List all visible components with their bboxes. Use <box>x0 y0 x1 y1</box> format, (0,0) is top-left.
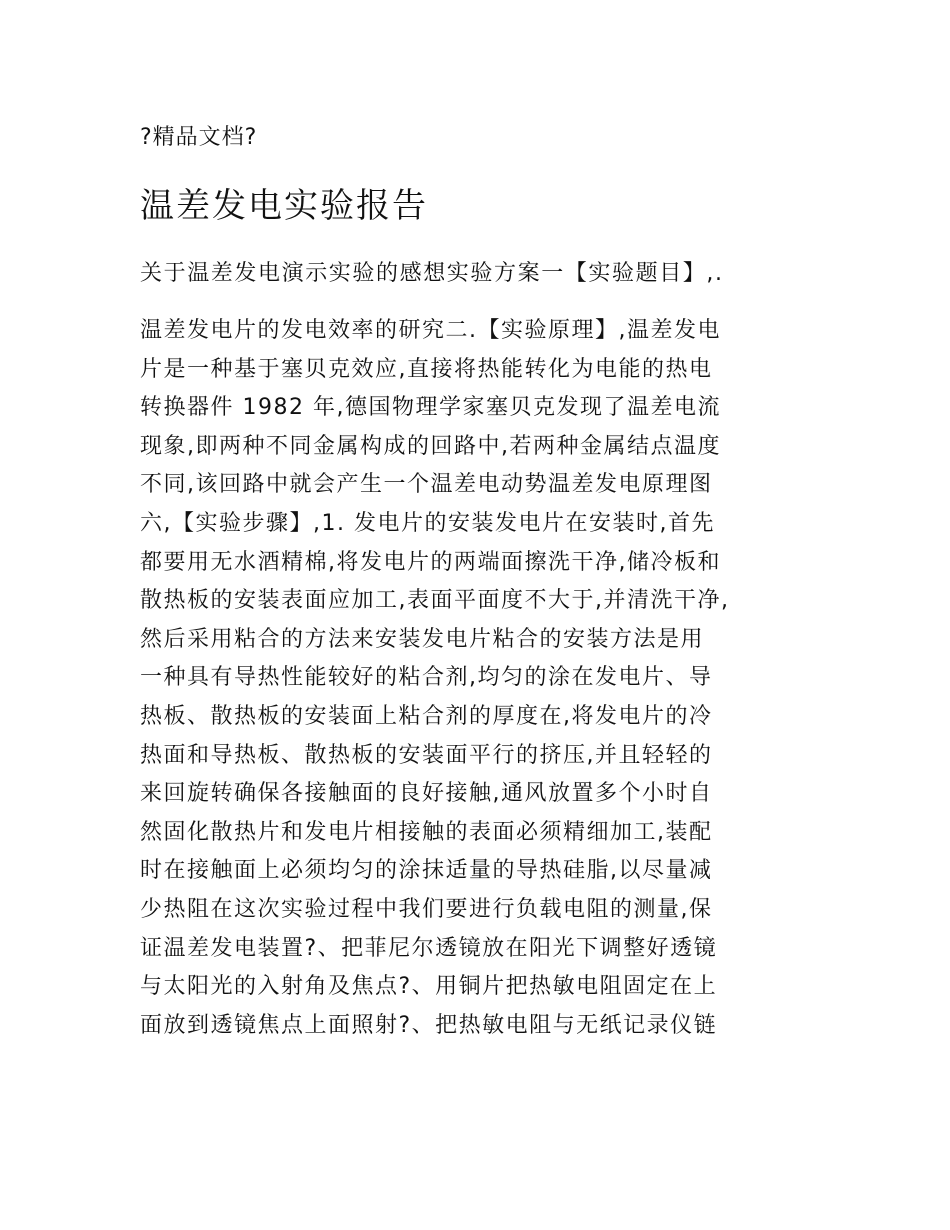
body-line: 温差发电片的发电效率的研究二.【实验原理】,温差发电 <box>140 318 721 343</box>
body-line: 热板、散热板的安装面上粘合剂的厚度在,将发电片的冷 <box>140 703 713 729</box>
body-line: 片是一种基于塞贝克效应,直接将热能转化为电能的热电 <box>140 356 713 382</box>
body-paragraph <box>140 312 820 1045</box>
body-line: 现象,即两种不同金属构成的回路中,若两种金属结点温度 <box>140 433 721 459</box>
body-line: 与太阳光的入射角及焦点?、用铜片把热敏电阻固定在上 <box>140 974 718 1000</box>
body-line: 时在接触面上必须均匀的涂抹适量的导热硅脂,以尽量减 <box>140 858 713 884</box>
body-line: 一种具有导热性能较好的粘合剂,均匀的涂在发电片、导 <box>140 665 713 691</box>
body-line: 来回旋转确保各接触面的良好接触,通风放置多个小时自 <box>140 781 713 807</box>
header-note: ?精品文档? <box>140 125 258 150</box>
body-line: 不同,该回路中就会产生一个温差电动势温差发电原理图 <box>140 472 713 498</box>
document-title: 温差发电实验报告 <box>140 186 428 226</box>
body-line: 少热阻在这次实验过程中我们要进行负载电阻的测量,保 <box>140 896 713 922</box>
body-line: 六,【实验步骤】,1. 发电片的安装发电片在安装时,首先 <box>140 510 715 536</box>
body-line: 然后采用粘合的方法来安装发电片粘合的安装方法是用 <box>140 626 705 652</box>
body-line: 然固化散热片和发电片相接触的表面必须精细加工,装配 <box>140 819 713 845</box>
body-line: 都要用无水酒精棉,将发电片的两端面擦洗干净,储冷板和 <box>140 549 721 575</box>
body-line: 转换器件 1982 年,德国物理学家塞贝克发现了温差电流 <box>140 395 721 421</box>
body-line: 面放到透镜焦点上面照射?、把热敏电阻与无纸记录仪链 <box>140 1012 718 1038</box>
intro-paragraph: 关于温差发电演示实验的感想实验方案一【实验题目】,. <box>140 261 724 286</box>
body-line: 热面和导热板、散热板的安装面平行的挤压,并且轻轻的 <box>140 742 713 768</box>
body-line: 散热板的安装表面应加工,表面平面度不大于,并清洗干净, <box>140 588 730 614</box>
body-line: 证温差发电装置?、把菲尼尔透镜放在阳光下调整好透镜 <box>140 935 718 961</box>
